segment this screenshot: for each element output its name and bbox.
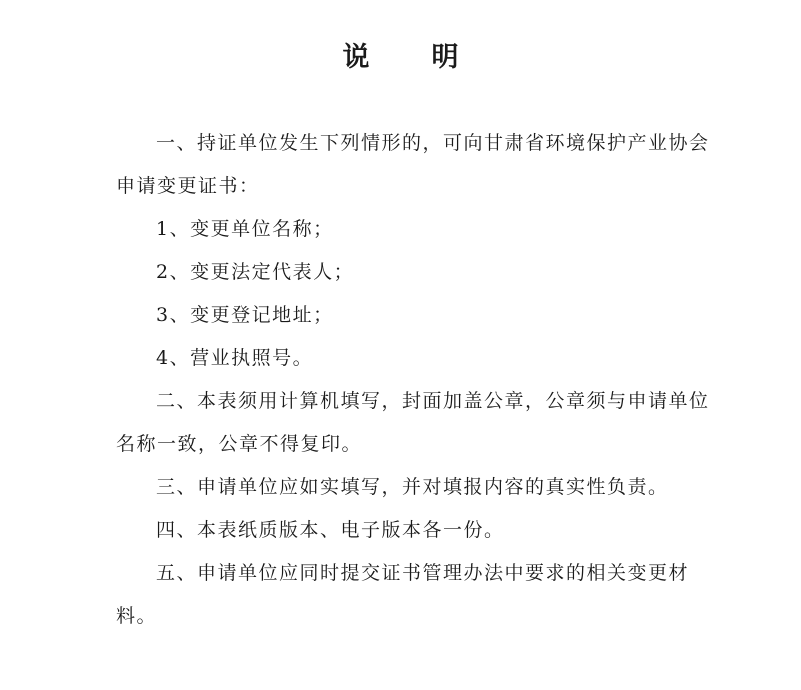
list-item-4: 4、营业执照号。 — [156, 347, 314, 369]
paragraph-3: 三、申请单位应如实填写，并对填报内容的真实性负责。 — [156, 476, 669, 498]
instructions-body — [116, 122, 716, 638]
paragraph-4: 四、本表纸质版本、电子版本各一份。 — [156, 519, 505, 541]
paragraph-5: 五、申请单位应同时提交证书管理办法中要求的相关变更材料。 — [116, 562, 690, 627]
list-item-2: 2、变更法定代表人； — [156, 261, 355, 283]
paragraph-1: 一、持证单位发生下列情形的，可向甘肃省环境保护产业协会申请变更证书： — [116, 132, 710, 197]
list-item-3: 3、变更登记地址； — [156, 304, 334, 326]
title-char-1: 说 — [342, 42, 370, 73]
title-char-2: 明 — [431, 42, 459, 73]
paragraph-2: 二、本表须用计算机填写，封面加盖公章，公章须与申请单位名称一致，公章不得复印。 — [116, 390, 710, 455]
list-item-1: 1、变更单位名称； — [156, 218, 334, 240]
page-title — [0, 38, 801, 78]
